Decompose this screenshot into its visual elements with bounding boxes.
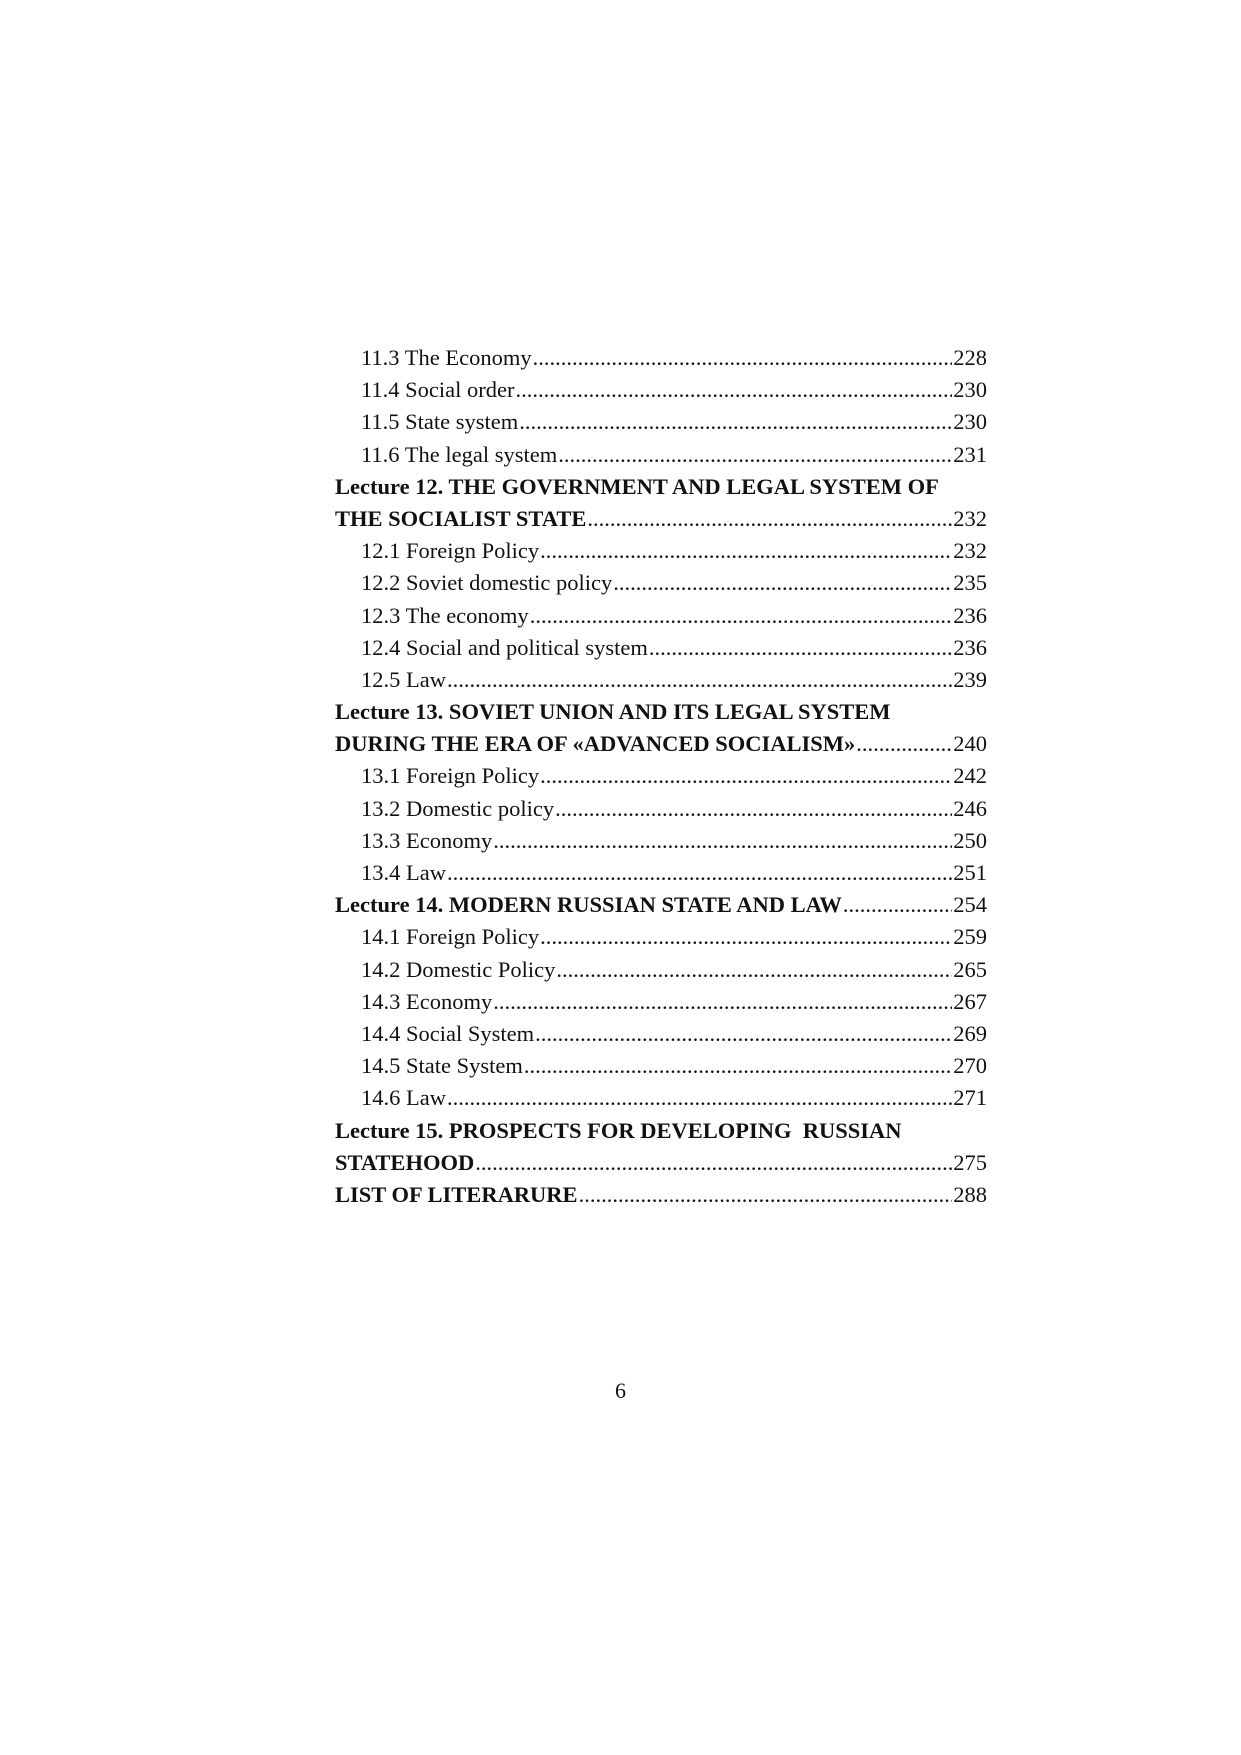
- toc-entry-title: 14.2 Domestic Policy: [361, 956, 556, 982]
- toc-entry-title: 12.1 Foreign Policy: [361, 538, 540, 564]
- toc-entry-page: 271: [953, 1085, 987, 1111]
- toc-entry: [335, 857, 987, 889]
- toc-entry: [335, 825, 987, 857]
- toc-entry-title: 11.5 State system: [361, 409, 519, 435]
- toc-entry-title: 12.2 Soviet domestic policy: [361, 570, 613, 596]
- toc-entry: [335, 1018, 987, 1050]
- toc-entry-page: 240: [953, 731, 987, 757]
- toc-entry: [335, 760, 987, 792]
- lecture-heading-line1: Lecture 13. SOVIET UNION AND ITS LEGAL SYSTEM: [335, 699, 891, 725]
- toc-entry-title: 12.4 Social and political system: [361, 634, 648, 660]
- toc-entry-title: 13.1 Foreign Policy: [361, 763, 540, 789]
- toc-leader-dots: [579, 1179, 953, 1211]
- toc-entry-title: 14.5 State System: [361, 1053, 523, 1079]
- toc-leader-dots: [524, 1050, 952, 1082]
- toc-entry-page: 236: [953, 602, 987, 628]
- toc-leader-dots: [493, 986, 952, 1018]
- toc-entry-title: 11.3 The Economy: [361, 345, 532, 370]
- toc-entry-page: 230: [953, 377, 987, 403]
- toc-leader-dots: [555, 793, 952, 825]
- toc-entry-page: 232: [953, 538, 987, 564]
- toc-leader-dots: [558, 439, 952, 471]
- lecture-heading-line2: THE SOCIALIST STATE: [335, 505, 587, 531]
- toc-entry: [335, 986, 987, 1018]
- lecture-heading-line1: Lecture 15. PROSPECTS FOR DEVELOPING RUSSIAN: [335, 1117, 902, 1143]
- toc-entry: [335, 921, 987, 953]
- bibliography-heading: LIST OF LITERARURE: [335, 1181, 578, 1207]
- lecture-heading: Lecture 14. MODERN RUSSIAN STATE AND LAW: [335, 892, 842, 918]
- toc-entry-title: 12.5 Law: [361, 666, 446, 692]
- toc-leader-dots: [447, 857, 952, 889]
- lecture-heading-line2: DURING THE ERA OF «ADVANCED SOCIALISM»: [335, 731, 856, 757]
- toc-entry-page: 242: [953, 763, 987, 789]
- toc-leader-dots: [649, 632, 952, 664]
- toc-entry-title: 14.1 Foreign Policy: [361, 924, 540, 950]
- toc-entry-page: 251: [953, 860, 987, 885]
- toc-entry-title: 14.6 Law: [361, 1085, 446, 1111]
- toc-entry-page: 265: [953, 956, 987, 982]
- toc-entry-page: 235: [953, 570, 987, 596]
- toc-entry: [335, 439, 987, 471]
- toc-entry-page: 231: [953, 441, 987, 467]
- lecture-heading-line2: STATEHOOD: [335, 1149, 475, 1175]
- lecture-heading-line1: Lecture 12. THE GOVERNMENT AND LEGAL SYSTEM OF: [335, 473, 939, 499]
- toc-leader-dots: [535, 1018, 952, 1050]
- toc-leader-dots: [530, 600, 953, 632]
- toc-entry-title: 13.2 Domestic policy: [361, 795, 555, 821]
- toc-leader-dots: [843, 889, 952, 921]
- page-number: 6: [615, 1378, 626, 1403]
- toc-entry-page: 269: [953, 1020, 987, 1046]
- toc-entry: [335, 954, 987, 986]
- lecture-heading-entry: [335, 728, 987, 760]
- toc-entry: [335, 632, 987, 664]
- toc-entry: [335, 600, 987, 632]
- toc-leader-dots: [587, 503, 952, 535]
- toc-entry: [335, 535, 987, 567]
- lecture-heading-entry: [335, 889, 987, 921]
- toc-entry-page: 270: [953, 1053, 987, 1079]
- toc-leader-dots: [856, 728, 952, 760]
- toc-entry: [335, 406, 987, 438]
- toc-leader-dots: [613, 567, 952, 599]
- toc-entry: [335, 342, 987, 374]
- toc-entry-page: 239: [953, 666, 987, 692]
- toc-entry-page: 288: [953, 1181, 987, 1207]
- toc-leader-dots: [516, 374, 953, 406]
- lecture-heading-entry: [335, 503, 987, 535]
- toc-entry-title: 11.6 The legal system: [361, 441, 558, 467]
- toc-leader-dots: [447, 1082, 952, 1114]
- toc-entry-page: 254: [953, 892, 987, 918]
- toc-entry-page: 275: [953, 1149, 987, 1175]
- toc-entry-title: 13.4 Law: [361, 860, 446, 885]
- toc-entry-title: 14.3 Economy: [361, 988, 493, 1014]
- toc-entry-page: 246: [953, 795, 987, 821]
- toc-leader-dots: [540, 760, 952, 792]
- toc-leader-dots: [556, 954, 952, 986]
- toc-entry: [335, 1050, 987, 1082]
- toc-entry-title: 12.3 The economy: [361, 602, 529, 628]
- toc-leader-dots: [540, 535, 952, 567]
- lecture-heading-entry: [335, 1147, 987, 1179]
- toc-entry: [335, 793, 987, 825]
- toc-entry-title: 13.3 Economy: [361, 827, 493, 853]
- table-of-contents: [335, 342, 987, 1211]
- toc-entry: [335, 374, 987, 406]
- toc-leader-dots: [447, 664, 952, 696]
- toc-entry-page: 228: [953, 345, 987, 370]
- toc-leader-dots: [533, 342, 953, 374]
- toc-entry-page: 236: [953, 634, 987, 660]
- toc-leader-dots: [519, 406, 952, 438]
- toc-entry-title: 11.4 Social order: [361, 377, 515, 403]
- toc-leader-dots: [540, 921, 952, 953]
- toc-entry-page: 230: [953, 409, 987, 435]
- bibliography-entry: [335, 1179, 987, 1211]
- toc-entry-page: 250: [953, 827, 987, 853]
- toc-entry: [335, 567, 987, 599]
- toc-entry: [335, 1082, 987, 1114]
- toc-entry-title: 14.4 Social System: [361, 1020, 535, 1046]
- toc-entry-page: 259: [953, 924, 987, 950]
- toc-leader-dots: [493, 825, 952, 857]
- toc-leader-dots: [475, 1147, 952, 1179]
- toc-entry-page: 267: [953, 988, 987, 1014]
- toc-entry: [335, 664, 987, 696]
- toc-entry-page: 232: [953, 505, 987, 531]
